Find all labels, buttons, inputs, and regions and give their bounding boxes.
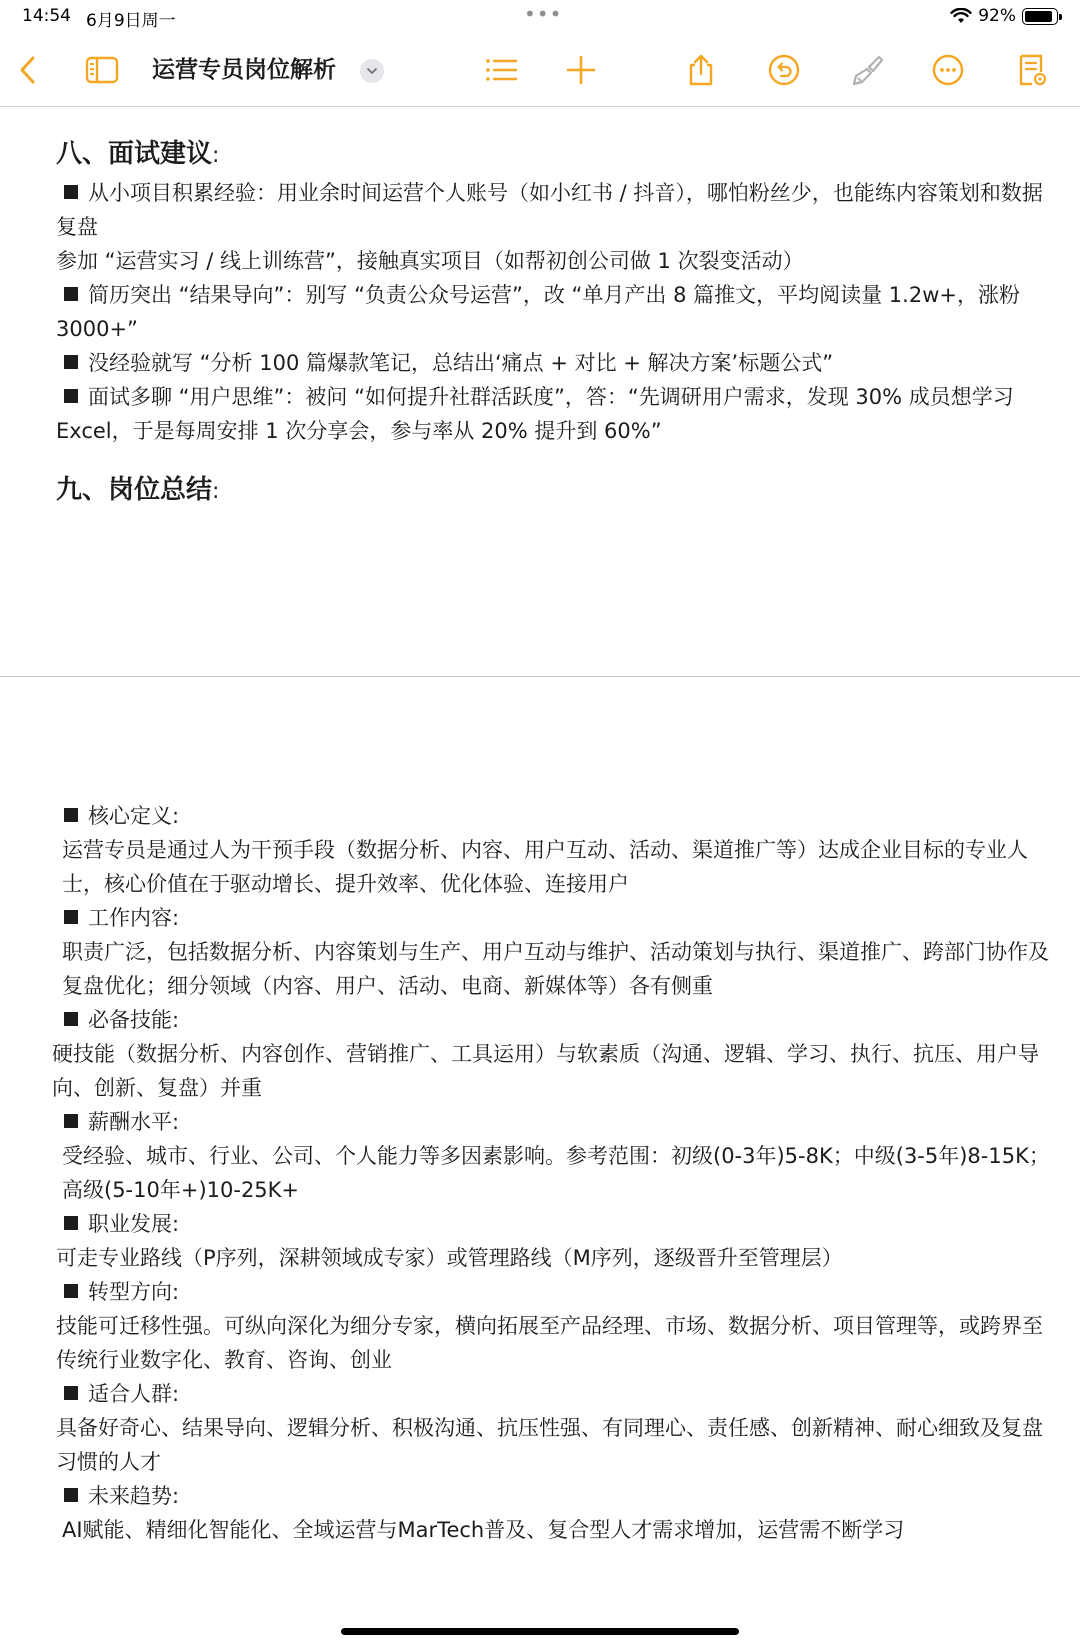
- wifi-icon: [950, 8, 972, 24]
- section-8-heading-colon: :: [212, 143, 220, 168]
- notes-view-button[interactable]: [1014, 52, 1050, 88]
- bullet-square-icon: [64, 1488, 78, 1502]
- summary-label-text: 必备技能:: [88, 1008, 180, 1032]
- home-indicator[interactable]: [341, 1628, 739, 1635]
- multitasking-dots-icon[interactable]: •••: [524, 2, 563, 26]
- section-9-heading-text: 九、岗位总结: [56, 475, 213, 505]
- bullet-square-icon: [64, 1114, 78, 1128]
- bullet-square-icon: [64, 808, 78, 822]
- section-9-heading-colon: :: [212, 479, 220, 504]
- note-settings-icon: [1015, 53, 1049, 87]
- bullet-square-icon: [64, 1012, 78, 1026]
- summary-label-text: 未来趋势:: [88, 1484, 180, 1508]
- tip-4-text: 没经验就写 “分析 100 篇爆款笔记，总结出‘痛点 + 对比 + 解决方案’标题公式”: [88, 351, 834, 375]
- sidebar-button[interactable]: [84, 52, 120, 88]
- toolbar: [0, 34, 1080, 107]
- section-8-heading: [56, 134, 219, 176]
- status-bar: [0, 0, 1080, 34]
- summary-text-salary: 受经验、城市、行业、公司、个人能力等多因素影响。参考范围：初级(0-3年)5-8K；中级(3-5年)8-15K；高级(5-10年+)10-25K+: [62, 1144, 1050, 1202]
- undo-button[interactable]: [766, 52, 802, 88]
- summary-label-text: 转型方向:: [88, 1280, 180, 1304]
- paintbrush-icon: [849, 53, 883, 87]
- summary-label-audience: [56, 1377, 1050, 1411]
- summary-label-salary: [56, 1105, 1050, 1139]
- bullet-square-icon: [64, 1386, 78, 1400]
- list-format-button[interactable]: [483, 52, 519, 88]
- summary-label-skills: [56, 1003, 1050, 1037]
- battery-icon: [1022, 8, 1058, 25]
- tip-3-text: 简历突出 “结果导向”：别写 “负责公众号运营”，改 “单月产出 8 篇推文，平均阅读量 1.2w+，涨粉 3000+”: [56, 283, 1020, 341]
- summary-label-definition: [56, 799, 1050, 833]
- summary-label-text: 工作内容:: [88, 906, 180, 930]
- document-page-1[interactable]: [0, 106, 1080, 676]
- section-8-heading-text: 八、面试建议: [56, 139, 213, 169]
- summary-text-career: 可走专业路线（P序列，深耕领域成专家）或管理路线（M序列，逐级晋升至管理层）: [56, 1246, 843, 1270]
- tip-4: [56, 346, 1050, 380]
- bullet-square-icon: [64, 389, 78, 403]
- share-button[interactable]: [683, 52, 719, 88]
- share-icon: [684, 53, 718, 87]
- summary-label-text: 职业发展:: [88, 1212, 180, 1236]
- sidebar-icon: [85, 53, 119, 87]
- title-menu-button[interactable]: [360, 59, 384, 83]
- battery-percent: 92%: [978, 6, 1016, 26]
- status-date: 6月9日周一: [86, 11, 176, 31]
- insert-button[interactable]: [563, 52, 599, 88]
- tip-2: [56, 244, 1050, 278]
- status-time: 14:54: [22, 6, 71, 26]
- bulleted-list-icon: [484, 53, 518, 87]
- bullet-square-icon: [64, 910, 78, 924]
- summary-text-duties: 职责广泛，包括数据分析、内容策划与生产、用户互动与维护、活动策划与执行、渠道推广、跨部门协作及复盘优化；细分领域（内容、用户、活动、电商、新媒体等）各有侧重: [62, 940, 1049, 998]
- tip-1: [56, 176, 1050, 244]
- section-9-heading: [56, 470, 219, 512]
- bullet-square-icon: [64, 1216, 78, 1230]
- summary-label-duties: [56, 901, 1050, 935]
- summary-label-career: [56, 1207, 1050, 1241]
- summary-label-transition: [56, 1275, 1050, 1309]
- summary-label-text: 薪酬水平:: [88, 1110, 180, 1134]
- tip-3: [56, 278, 1050, 346]
- back-button[interactable]: [10, 52, 46, 88]
- bullet-square-icon: [64, 355, 78, 369]
- more-button[interactable]: [930, 52, 966, 88]
- more-icon: [931, 53, 965, 87]
- summary-label-trends: [56, 1479, 1050, 1513]
- undo-icon: [767, 53, 801, 87]
- tip-1-text: 从小项目积累经验：用业余时间运营个人账号（如小红书 / 抖音），哪怕粉丝少，也能练内容策划和数据复盘: [56, 181, 1043, 239]
- document-title[interactable]: 运营专员岗位解析: [152, 57, 336, 83]
- document-page-2[interactable]: [0, 677, 1080, 1645]
- summary-text-definition: 运营专员是通过人为干预手段（数据分析、内容、用户互动、活动、渠道推广等）达成企业目标的专业人士，核心价值在于驱动增长、提升效率、优化体验、连接用户: [62, 838, 1028, 896]
- summary-label-text: 核心定义:: [88, 804, 180, 828]
- format-brush-button[interactable]: [848, 52, 884, 88]
- status-right: [950, 6, 1058, 26]
- summary-label-text: 适合人群:: [88, 1382, 180, 1406]
- bullet-square-icon: [64, 1284, 78, 1298]
- tip-5: [56, 380, 1050, 448]
- tip-2-text: 参加 “运营实习 / 线上训练营”，接触真实项目（如帮初创公司做 1 次裂变活动）: [56, 249, 804, 273]
- plus-icon: [564, 53, 598, 87]
- summary-text-skills: 硬技能（数据分析、内容创作、营销推广、工具运用）与软素质（沟通、逻辑、学习、执行、抗压、用户导向、创新、复盘）并重: [52, 1042, 1039, 1100]
- bullet-square-icon: [64, 287, 78, 301]
- chevron-down-icon: [364, 63, 380, 79]
- summary-text-transition: 技能可迁移性强。可纵向深化为细分专家，横向拓展至产品经理、市场、数据分析、项目管理等，或跨界至传统行业数字化、教育、咨询、创业: [56, 1314, 1043, 1372]
- summary-text-audience: 具备好奇心、结果导向、逻辑分析、积极沟通、抗压性强、有同理心、责任感、创新精神、耐心细致及复盘习惯的人才: [56, 1416, 1043, 1474]
- chevron-left-icon: [11, 53, 45, 87]
- tip-5-text: 面试多聊 “用户思维”：被问 “如何提升社群活跃度”，答：“先调研用户需求，发现 30% 成员想学习 Excel，于是每周安排 1 次分享会，参与率从 20% 提升到 60%”: [56, 385, 1014, 443]
- summary-text-trends: AI赋能、精细化智能化、全域运营与MarTech普及、复合型人才需求增加，运营需不断学习: [62, 1518, 905, 1542]
- bullet-square-icon: [64, 185, 78, 199]
